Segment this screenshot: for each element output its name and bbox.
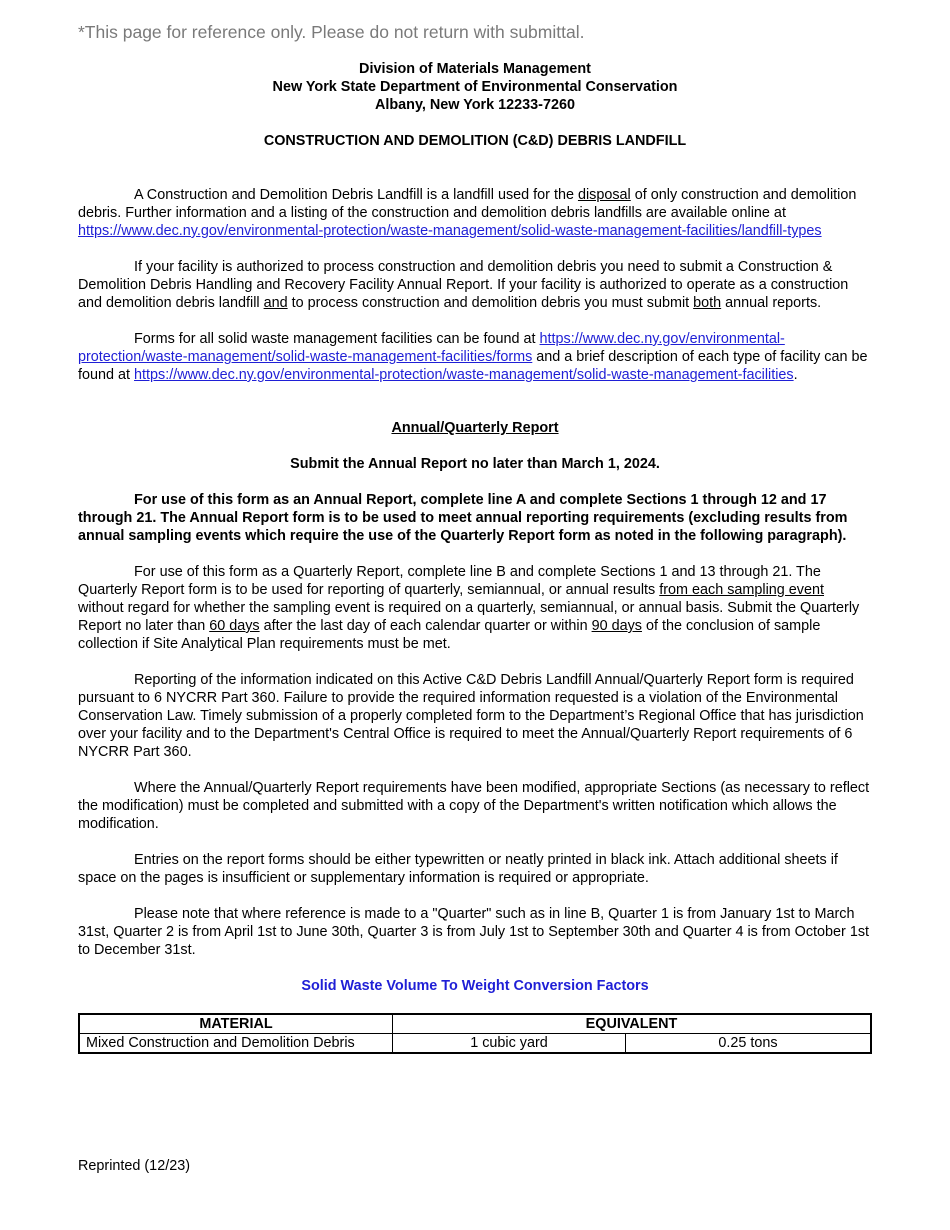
annual-report-instructions: For use of this form as an Annual Report, complete line A and complete Sections 1 through 12 and 17 through 21. The Annual Report form is to be used to meet annual reporting requirements (excluding results from annual sampling events which require the use of the Quarterly Report form as noted in the following paragraph).	[78, 492, 848, 544]
quarterly-report-instructions	[78, 563, 872, 653]
submission-deadline: Submit the Annual Report no later than March 1, 2024.	[290, 456, 660, 472]
quarterly-text-2: without regard for whether the sampling event is required on a quarterly, semiannual, or annual basis. Submit the Quarterly Report no later than	[78, 600, 860, 634]
report-heading: Annual/Quarterly Report	[391, 420, 559, 436]
intro-p3-text: Forms for all solid waste management facilities can be found at	[134, 331, 540, 347]
reprint-date: Reprinted (12/23)	[78, 1158, 190, 1174]
equivalent-column-header: EQUIVALENT	[393, 1014, 872, 1034]
quarterly-underlined-sampling-event: from each sampling event	[659, 582, 825, 598]
letterhead	[78, 60, 872, 150]
facilities-link[interactable]: https://www.dec.ny.gov/environmental-protection/waste-management/solid-waste-management-facilities	[134, 367, 794, 383]
reference-only-notice: *This page for reference only. Please do not return with submittal.	[78, 22, 585, 42]
quarterly-underlined-60-days: 60 days	[209, 618, 260, 634]
intro-p1-text-2: of only construction and demolition debris. Further information and a listing of the construction and demolition debris landfills are available online at	[78, 187, 857, 221]
quarterly-text-4: of the conclusion of sample collection if Site Analytical Plan requirements must be met.	[78, 618, 821, 652]
intro-paragraph-3	[78, 330, 872, 384]
material-cell: Mixed Construction and Demolition Debris	[79, 1034, 393, 1054]
intro-p2-underlined-and: and	[263, 295, 288, 311]
conversion-factors-heading: Solid Waste Volume To Weight Conversion Factors	[301, 978, 649, 994]
volume-cell: 1 cubic yard	[393, 1034, 626, 1054]
intro-p2-text-2: to process construction and demolition debris you must submit	[287, 295, 694, 311]
quarterly-text: For use of this form as a Quarterly Report, complete line B and complete Sections 1 and 13 through 21. The Quarterly Report form is to be used for reporting of quarterly, semiannual, or annual results	[78, 564, 821, 598]
landfill-types-link[interactable]: https://www.dec.ny.gov/environmental-protection/waste-management/solid-waste-management-facilities/landfill-types	[78, 223, 822, 239]
table-row	[79, 1034, 871, 1054]
division-name: Division of Materials Management	[359, 61, 591, 77]
intro-paragraph-2	[78, 258, 872, 312]
page-title: CONSTRUCTION AND DEMOLITION (C&D) DEBRIS LANDFILL	[263, 133, 687, 149]
table-header-row	[79, 1014, 871, 1034]
intro-p2-text: If your facility is authorized to process construction and demolition debris you need to submit a Construction & Demolition Debris Handling and Recovery Facility Annual Report. If your facility is authorized to operate as a construction and demolition debris landfill	[78, 259, 849, 311]
material-column-header: MATERIAL	[79, 1014, 393, 1034]
address: Albany, New York 12233-7260	[375, 97, 575, 113]
pursuant-paragraph: Reporting of the information indicated on this Active C&D Debris Landfill Annual/Quarterly Report form is required pursuant to 6 NYCRR Part 360. Failure to provide the required information requested is a violation of the Environmental Conservation Law. Timely submission of a properly completed form to the Department’s Regional Office that has jurisdiction over your facility and to the Department's Central Office is required to meet the Annual/Quarterly Report requirements of 6 NYCRR Part 360.	[78, 672, 864, 760]
entries-paragraph: Entries on the report forms should be either typewritten or neatly printed in black ink. Attach additional sheets if space on the pages is insufficient or supplementary information is required or appropriate.	[78, 852, 838, 886]
conversion-table	[78, 1013, 872, 1054]
forms-link[interactable]: https://www.dec.ny.gov/environmental-protection/waste-management/solid-waste-management-facilities/forms	[78, 331, 785, 365]
intro-p3-text-2: and a brief description of each type of facility can be found at	[78, 349, 868, 383]
quarterly-text-3: after the last day of each calendar quarter or within	[259, 618, 592, 634]
intro-p2-underlined-both: both	[693, 295, 722, 311]
intro-paragraph-1	[78, 186, 872, 240]
weight-cell: 0.25 tons	[626, 1034, 872, 1054]
intro-p1-underlined: disposal	[577, 187, 631, 203]
intro-p2-text-3: annual reports.	[721, 295, 822, 311]
intro-p3-text-3: .	[793, 367, 798, 383]
modification-paragraph: Where the Annual/Quarterly Report requirements have been modified, appropriate Sections (as necessary to reflect the modification) must be completed and submitted with a copy of the Department's written notification which allows the modification.	[78, 780, 870, 832]
quarter-definition-paragraph: Please note that where reference is made to a "Quarter" such as in line B, Quarter 1 is from January 1st to March 31st, Quarter 2 is from April 1st to June 30th, Quarter 3 is from July 1st to September 30th and Quarter 4 is from October 1st to December 31st.	[78, 906, 870, 958]
quarterly-underlined-90-days: 90 days	[591, 618, 642, 634]
intro-p1-text: A Construction and Demolition Debris Landfill is a landfill used for the	[134, 187, 578, 203]
department-name: New York State Department of Environmental Conservation	[272, 79, 678, 95]
